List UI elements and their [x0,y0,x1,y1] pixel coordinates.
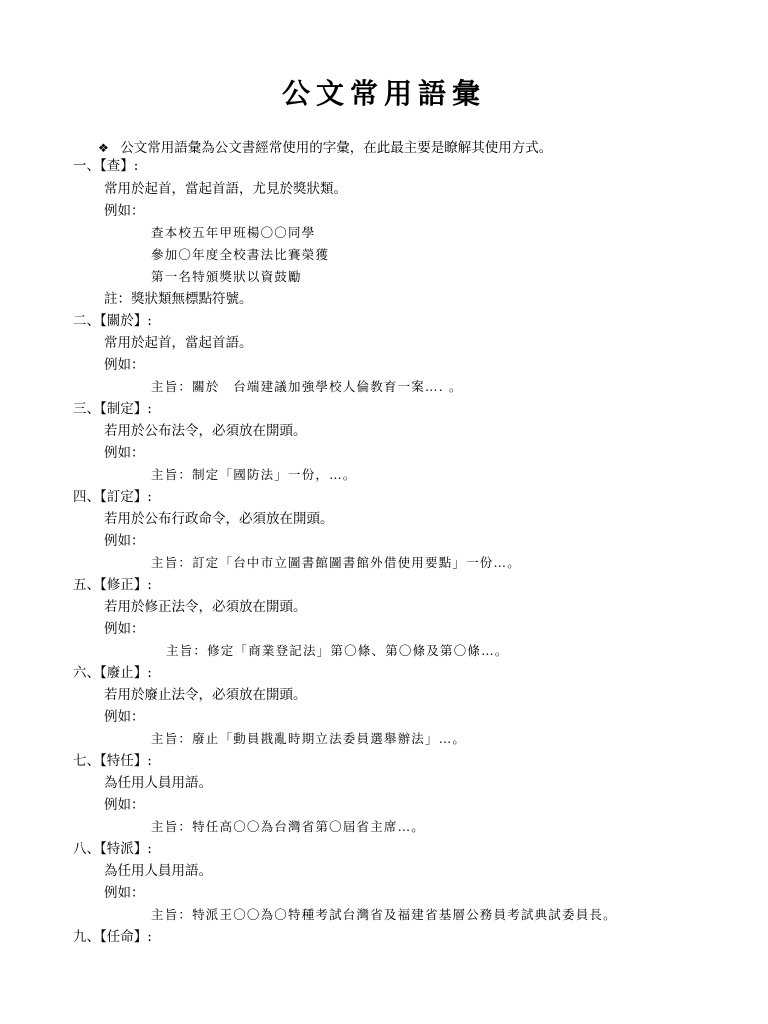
example-line: 參加〇年度全校書法比賽榮獲 [151,247,330,262]
section-description: 常用於起首，當起首語，尤見於獎狀類。 [104,181,347,197]
diamond-bullet-icon: ❖ [98,141,109,155]
section-heading: 四、【訂定】: [73,489,152,505]
section-description: 為任用人員用語。 [104,863,212,879]
section-description: 若用於公布行政命令，必須放在開頭。 [104,511,334,527]
example-label: 例如： [104,797,145,813]
intro-line [98,136,552,156]
section-description: 為任用人員用語。 [104,775,212,791]
example-line: 主旨：修定「商業登記法」第〇條、第〇條及第〇條…。 [166,643,509,658]
example-line: 主旨：關於 台端建議加強學校人倫教育一案…. 。 [151,379,463,394]
section-heading: 八、【特派】: [73,841,152,857]
example-label: 例如： [104,709,145,725]
example-line: 主旨：特任高〇〇為台灣省第〇屆省主席…。 [151,819,426,834]
section-heading: 九、【任命】: [73,929,152,945]
example-line: 主旨：訂定「台中市立圖書館圖書館外借使用要點」一份…。 [151,555,521,570]
example-label: 例如： [104,357,145,373]
section-heading: 三、【制定】: [73,401,152,417]
example-label: 例如： [104,445,145,461]
example-label: 例如： [104,885,145,901]
section-description: 若用於廢止法令，必須放在開頭。 [104,687,307,703]
page-title: 公文常用語彙 [281,77,486,110]
example-line: 第一名特頒獎狀以資鼓勵 [151,269,302,284]
section-description: 若用於公布法令，必須放在開頭。 [104,423,307,439]
example-label: 例如： [104,533,145,549]
example-line: 主旨：特派王〇〇為〇特種考試台灣省及福建省基層公務員考試典試委員長。 [151,907,617,922]
intro-text: 公文常用語彙為公文書經常使用的字彙，在此最主要是瞭解其使用方式。 [120,140,553,156]
example-label: 例如： [104,621,145,637]
example-line: 主旨：制定「國防法」一份，…。 [151,467,357,482]
section-heading: 二、【關於】: [73,313,152,329]
section-heading: 六、【廢止】: [73,665,152,681]
example-line: 查本校五年甲班楊〇〇同學 [151,225,316,240]
section-heading: 七、【特任】: [73,753,152,769]
section-description: 若用於修正法令，必須放在開頭。 [104,599,307,615]
section-description: 常用於起首，當起首語。 [104,335,253,351]
example-line: 主旨：廢止「動員戡亂時期立法委員選舉辦法」…。 [151,731,467,746]
example-label: 例如： [104,203,145,219]
section-heading: 一、【查】: [73,158,139,174]
section-heading: 五、【修正】: [73,577,152,593]
section-note: 註：獎狀類無標點符號。 [104,291,253,307]
